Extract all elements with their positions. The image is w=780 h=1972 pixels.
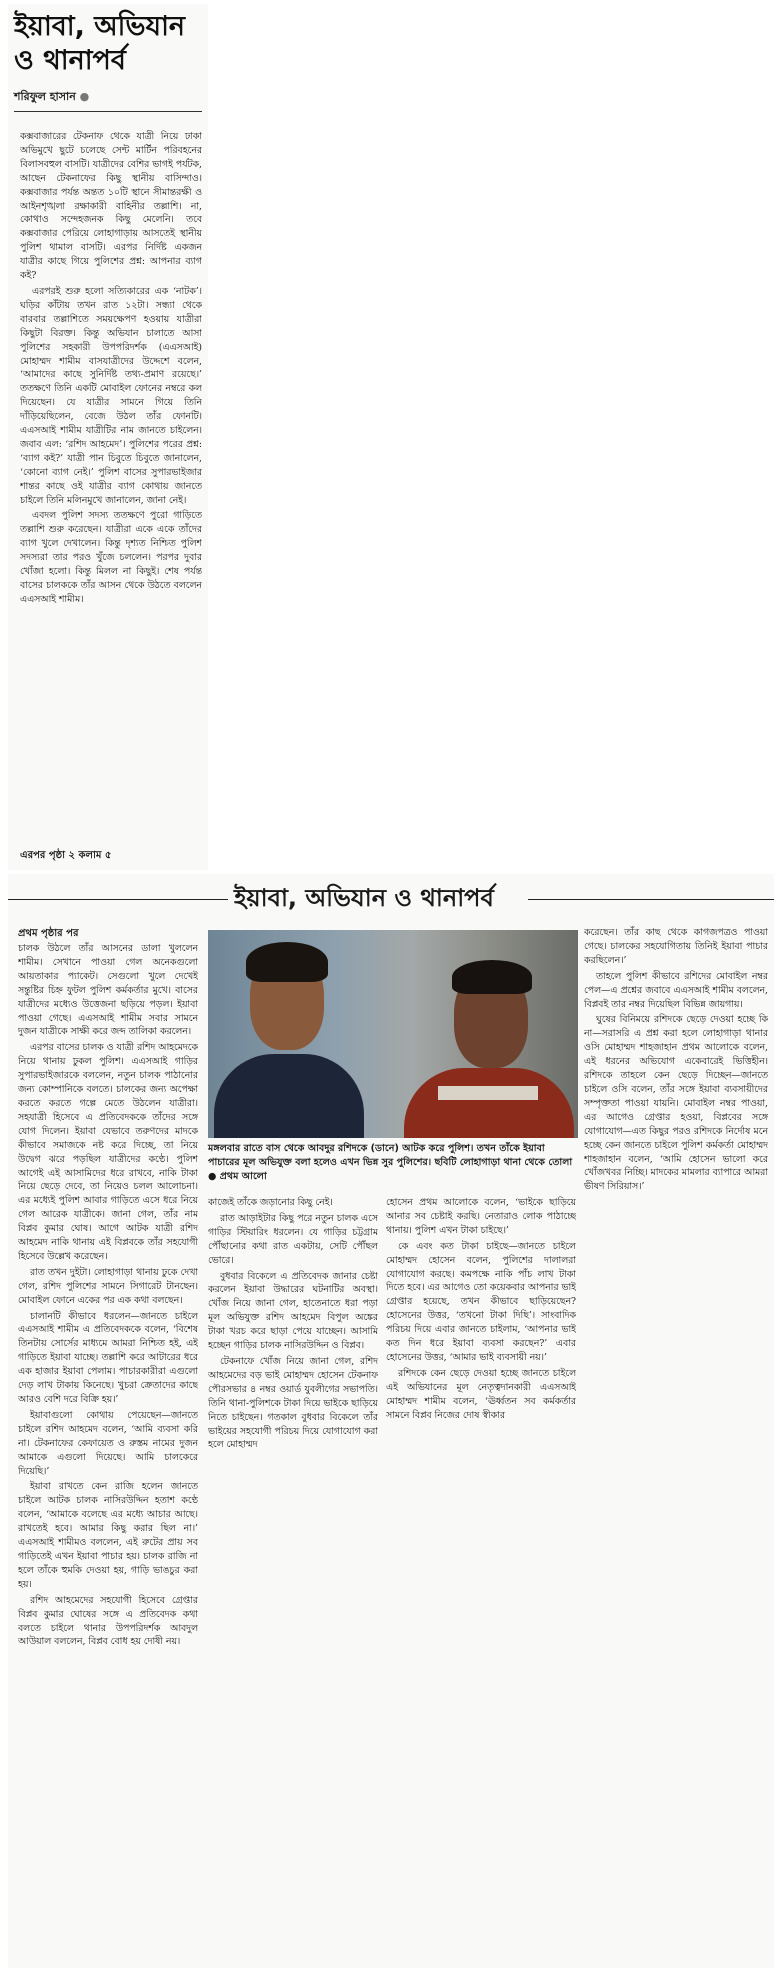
person-left-body	[214, 1054, 364, 1138]
paragraph: এরপর বাসের চালক ও যাত্রী রশিদ আহমেদকে নিয়ে থানায় ঢুকল পুলিশ। এএসআই গাড়ির সুপারভাইজারকে বললেন, নতুন চালক পাঠানোর জন্য কোম্পানিকে বলতে। চালকের জন্য অপেক্ষা করতে করতে গল্পে মেতে উঠলেন যাত্রীরা। সহযাত্রী হিসেবে এ প্রতিবেদককে তাঁদের সঙ্গে যোগ দিলেন। ইয়াবা যেভাবে তরুণদের মাদকে কীভাবে সমাজকে নষ্ট করে দিচ্ছে, তা নিয়ে উদ্বেগ ঝরে পড়ছিল যাত্রীদের কণ্ঠে। পুলিশ আগেই এই আসামিদের ধরে রাখবে, নাকি টাকা নিয়ে ছেড়ে দেবে, তা নিয়েও চলল আলোচনা। এর মধ্যেই পুলিশ আবার গাড়িতে এসে ধরে নিয়ে গেল আরেক যাত্রীকে। জানা গেল, তাঁর নাম বিপ্লব কুমার ঘোষ। আগে আটক যাত্রী রশিদ আহমেদ নাকি থানায় এই বিপ্লবকে তাঁর সহযোগী হিসেবে উল্লেখ করেছেন।	[18, 1042, 198, 1262]
divider	[14, 111, 202, 112]
banner-title: ইয়াবা, অভিযান ও থানাপর্ব	[228, 882, 500, 914]
body-column-d	[584, 926, 768, 1346]
paragraph: কাজেই তাঁকে জড়ানোর কিছু নেই।	[208, 1197, 333, 1208]
paragraph: ইয়াবা রাখতে কেন রাজি হলেন জানতে চাইলে আটক চালক নাসিরউদ্দিন হতাশ কণ্ঠে বলেন, ‘আমাকে বলেছে এর মধ্যে আচার আছে। রাখতেই হবে। আমার কিছু করার ছিল না।’ এএসআই শামীমও বললেন, এই রুটের প্রায় সব গাড়িতেই এখন ইয়াবা পাচার হয়। চালক রাজি না হলে তাঁকে হুমকি দেওয়া হয়, গাড়ি ভাঙচুর করা হয়।	[18, 1481, 198, 1590]
paragraph: চালানটি কীভাবে ধরলেন—জানতে চাইলে এএসআই শামীম এ প্রতিবেদককে বলেন, ‘বিশেষ তিনটায় সোর্সের মাধ্যমে আমরা নিশ্চিত হই, এই গাড়িতে ইয়াবা যাচ্ছে। তল্লাশি করে আটারের ধরে এক হাজার ইয়াবা পেলাম। পাচারকারীরা এগুলো দেড় লাখ টাকায় কিনেছে। খুচরা ক্রেতাদের কাছে আরও বেশি দরে বিক্রি হয়।’	[18, 1310, 198, 1405]
paragraph: রশিদ আহমেদের সহযোগী হিসেবে গ্রেপ্তার বিপ্লব কুমার ঘোষের সঙ্গে এ প্রতিবেদক কথা বলতে চাইলে থানার উপপরিদর্শক আবদুল আউয়াল বললেন, বিপ্লব বোধ হয় দোষী নয়।	[18, 1594, 198, 1648]
paragraph: রাত তখন দুইটা। লোহাগাড়া থানায় ঢুকে দেখা গেল, রশিদ পুলিশের সামনে সিগারেট টানছেন। মোবাইল ফোনে একের পর এক কথা বলছেন।	[18, 1266, 198, 1306]
paragraph: কক্সবাজারের টেকনাফ থেকে যাত্রী নিয়ে ঢাকা অভিমুখে ছুটে চলেছে সেন্ট মার্টিন পরিবহনের বিলাসবহুল বাসটি। যাত্রীদের বেশির ভাগই পর্যটক, আছেন টেকনাফের কিছু স্থানীয় বাসিন্দাও। কক্সবাজার পর্যন্ত অন্তত ১০টি স্থানে সীমান্তরক্ষী ও আইনশৃঙ্খলা রক্ষাকারী বাহিনীর তল্লাশি। না, কোথাও সন্দেহজনক কিছু মেলেনি। তবে কক্সবাজার পেরিয়ে লোহাগাড়ায় আসতেই স্থানীয় পুলিশ থামাল বাসটি। এরপর নির্দিষ্ট একজন যাত্রীর কাছে গিয়ে পুলিশের প্রশ্ন: আপনার ব্যাগ কই?	[20, 131, 202, 282]
person-right-body	[404, 1068, 574, 1138]
paragraph: ইয়াবাগুলো কোথায় পেয়েছেন—জানতে চাইলে রশিদ আহমেদ বলেন, ‘আমি ব্যবসা করি না। টেকনাফের কেফায়েত ও রুস্তম নামের দুজন আমাকে এগুলো দিয়েছে। আমি চালকেরে দিয়েছি।’	[18, 1409, 198, 1477]
continuation-note: এরপর পৃষ্ঠা ২ কলাম ৫	[20, 850, 112, 861]
continuation-banner	[8, 882, 774, 916]
banner-rule-left	[8, 899, 228, 900]
paragraph: রশিদকে কেন ছেড়ে দেওয়া হচ্ছে জানতে চাইলে এই অভিযানের মূল নেতৃত্বদানকারী এএসআই মোহাম্মদ শামীম বলেন, ‘ঊর্ধ্বতন সব কর্মকর্তার সামনে বিপ্লব নিজের দোষ স্বীকার	[386, 1367, 576, 1421]
headline-line-2: ও থানাপর্ব	[14, 45, 126, 76]
paragraph: কে এবং কত টাকা চাইছে—জানতে চাইলে মোহাম্মদ হোসেন বলেন, পুলিশের দালালরা যোগাযোগ করছে। কমপক্ষে নাকি পাঁচ লাখ টাকা দিতে হবে। এর আগেও তো কয়েকবার আপনার ভাই গ্রেপ্তার হয়েছে, তখন কীভাবে ছাড়িয়েছেন? হোসেনের উত্তর, ‘তখনো টাকা দিছি’। সাংবাদিক পরিচয় দিয়ে এবার জানতে চাইলাম, ‘আপনার ভাই কত দিন ধরে ইয়াবা ব্যবসা করছেন?’ এবার হোসেনের উত্তর, ‘আমার ভাই ব্যবসায়ী নয়।’	[386, 1240, 576, 1363]
news-photo	[208, 930, 578, 1138]
author-name: শরিফুল হাসান	[14, 90, 76, 103]
paragraph: হোসেন প্রথম আলোকে বলেন, ‘ভাইকে ছাড়িয়ে আনার সব চেষ্টাই করছি। নেতারাও লোক পাঠাচ্ছে থানায়। পুলিশ এখন টাকা চাইছে।’	[386, 1197, 576, 1236]
body-column-b	[208, 1196, 378, 1526]
paragraph: রাত আড়াইটার কিছু পরে নতুন চালক এসে গাড়ির স্টিয়ারিং ধরলেন। যে গাড়ির চট্টগ্রাম পৌঁছানোর কথা রাত একটায়, সেটি পৌঁছল ভোরে।	[208, 1212, 378, 1266]
byline	[14, 88, 202, 107]
paragraph: তাহলে পুলিশ কীভাবে রশিদের মোবাইল নম্বর পেল—এ প্রশ্নের জবাবে এএসআই শামীম বললেন, বিপ্লবই তার নম্বর দিয়েছিল বিভিন্ন জায়গায়।	[584, 970, 768, 1010]
body-column-c	[386, 1196, 576, 1526]
headline-line-1: ইয়াবা, অভিযান	[14, 11, 186, 42]
person-right-hair	[452, 960, 532, 994]
paragraph: ঘুষের বিনিময়ে রশিদকে ছেড়ে দেওয়া হচ্ছে কি না—সরাসরি এ প্রশ্ন করা হলে লোহাগাড়া থানার ওসি মোহাম্মদ শাহজাহান প্রথম আলোকে বলেন, এই ধরনের অভিযোগ একেবারেই ভিত্তিহীন। রশিদকে তাহলে কেন ছেড়ে দিচ্ছেন—জানতে চাইলে ওসি বলেন, তাঁর সঙ্গে ইয়াবা ব্যবসায়ীদের সম্পৃক্ততা পাওয়া যায়নি। মোবাইল নম্বর পাওয়া, এর আগেও গ্রেপ্তার হওয়া, বিপ্লবের সঙ্গে যোগাযোগ—এত কিছুর পরও রশিদকে নির্দোষ মনে হচ্ছে কেন জানতে চাইলে পুলিশ কর্মকর্তা মোহাম্মদ শাহজাহান বলেন, ‘আমি হোসেন ভালো করে খোঁজখবর নিচ্ছি। মাদকের মামলার ব্যাপারে আমরা ভীষণ সিরিয়াস।’	[584, 1014, 768, 1193]
body-column-a	[18, 942, 198, 1962]
person-left-hair	[246, 942, 328, 982]
paragraph: এরপরই শুরু হলো সত্যিকারের এক ‘নাটক’। ঘড়ির কাঁটায় তখন রাত ১২টা। সন্ধ্যা থেকে বারবার তল্লাশিতে সময়ক্ষেপণ হওয়ায় যাত্রীরা কিছুটা বিরক্ত। কিন্তু অভিযান চালাতে আসা পুলিশের সহকারী উপপরিদর্শক (এএসআই) মোহাম্মদ শামীম বাসযাত্রীদের উদ্দেশে বলেন, ‘আমাদের কাছে সুনির্দিষ্ট তথ্য-প্রমাণ রয়েছে।’ ততক্ষণে তিনি একটি মোবাইল ফোনের নম্বরে কল দিয়েছেন। যে যাত্রীর সামনে গিয়ে তিনি দাঁড়িয়েছিলেন, বেজে উঠল তাঁর ফোনটি। এএসআই শামীম যাত্রীটির নাম জানতে চাইলেন। জবাব এল: ‘রশিদ আহমেদ’। পুলিশের পরের প্রশ্ন: ‘ব্যাগ কই?’ যাত্রী পান চিবুতে চিবুতে জানালেন, ‘কোনো ব্যাগ নেই।’ পুলিশ বাসের সুপারভাইজার শান্তর কাছে ওই যাত্রীর ব্যাগ কোথায় জানতে চাইলে তিনি মলিনমুখে জানালেন, জানা নেই।	[20, 285, 202, 506]
headline	[14, 10, 204, 78]
article-part-2	[8, 874, 774, 1968]
paragraph: এবদল পুলিশ সদস্য ততক্ষণে পুরো গাড়িতে তল্লাশি শুরু করেছেন। যাত্রীরা একে একে তাঁদের ব্যাগ খুলে দেখালেন। কিন্তু দৃশ্যত নিশ্চিত পুলিশ সদস্যরা তার পরও খুঁজে চললেন। পরপর দুবার খোঁজা হলো। কিন্তু মিলল না কিছুই। শেষ পর্যন্ত বাসের চালককে তাঁর আসন থেকে উঠতে বললেন এএসআই শামীম।	[20, 510, 202, 605]
paragraph: বুধবার বিকেলে এ প্রতিবেদক জানার চেষ্টা করলেন ইয়াবা উদ্ধারের ঘটনাটির অবস্থা। খোঁজ নিয়ে জানা গেল, হাতেনাতে ধরা পড়া মূল অভিযুক্ত রশিদ আহমেদ বিপুল অঙ্কের টাকা খরচ করে ছাড়া পেয়ে যাচ্ছেন। আসামি হচ্ছেন গাড়ির চালক নাসিরউদ্দিন ও বিপ্লব।	[208, 1270, 378, 1352]
person-right-shirt-stripe	[438, 1086, 538, 1100]
bullet-icon: ●	[79, 90, 90, 103]
paragraph: টেকনাফে খোঁজ নিয়ে জানা গেল, রশিদ আহমেদের বড় ভাই মোহাম্মদ হোসেন টেকনাফ পৌরসভার ৪ নম্বর ওয়ার্ড যুবলীগের সভাপতি। তিনি থানা-পুলিশকে টাকা দিয়ে ভাইকে ছাড়িয়ে নিতে চাইছেন। গতকাল বুধবার বিকেলে তাঁর ভাইয়ের সহযোগী পরিচয় দিয়ে যোগাযোগ করা হলে মোহাম্মদ	[208, 1355, 378, 1451]
from-page-label: প্রথম পৃষ্ঠার পর	[18, 928, 79, 939]
article-part-1	[8, 4, 208, 870]
paragraph: চালক উঠলে তাঁর আসনের ডালা খুললেন শামীম। সেখানে পাওয়া গেল অনেকগুলো আয়তাকার প্যাকেট। সেগুলো খুলে দেখেই সন্তুষ্টির চিহ্ন ফুটল পুলিশ কর্মকর্তার মুখে। বাসের যাত্রীদের মধ্যেও উত্তেজনা ছড়িয়ে পড়ল। ইয়াবা পাওয়া গেছে। এএসআই শামীম সবার সামনে দুজন যাত্রীকে সাক্ষী করে জব্দ তালিকা করলেন।	[18, 943, 198, 1038]
paragraph: করেছেন। তাঁর কাছ থেকে কাগজপত্রও পাওয়া গেছে। চালকের সহযোগিতায় তিনিই ইয়াবা পাচার করছিলেন।’	[584, 927, 768, 966]
photo-caption: মঙ্গলবার রাতে বাস থেকে আবদুর রশিদকে (ডানে) আটক করে পুলিশ। তখন তাঁকে ইয়াবা পাচারের মূল অভিযুক্ত বলা হলেও এখন ভিন্ন সুর পুলিশের। ছবিটি লোহাগাড়া থানা থেকে তোলা ● প্রথম আলো	[208, 1143, 573, 1182]
banner-rule-right	[528, 899, 774, 900]
body-column-1	[20, 130, 202, 830]
